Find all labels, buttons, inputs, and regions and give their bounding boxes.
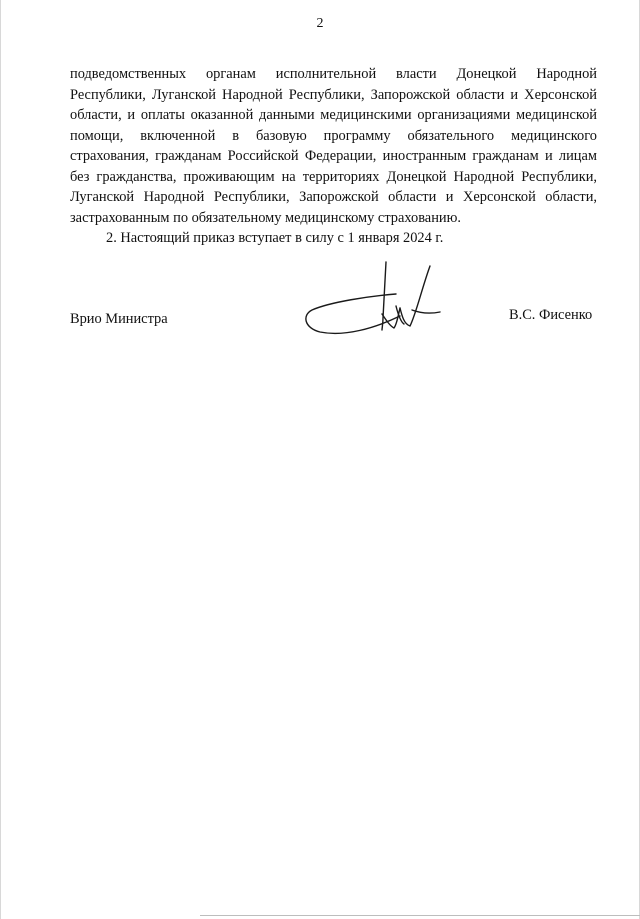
document-body xyxy=(70,64,597,249)
paragraph-1 xyxy=(70,64,597,228)
handwritten-signature xyxy=(300,258,445,343)
paragraph-1-line: области, и оплаты оказанной данными медицинскими организациями медицинской xyxy=(70,107,597,123)
signatory-position: Врио Министра xyxy=(70,311,168,327)
paragraph-1-line: застрахованным по обязательному медицинскому страхованию. xyxy=(70,209,461,226)
paragraph-2: 2. Настоящий приказ вступает в силу с 1 января 2024 г. xyxy=(106,230,444,246)
paragraph-1-line: страхования, гражданам Российской Федерации, иностранным гражданам и лицам xyxy=(70,148,597,164)
paragraph-1-line: Республики, Луганской Народной Республики, Запорожской области и Херсонской xyxy=(70,86,597,103)
paragraph-1-line: помощи, включенной в базовую программу обязательного медицинского xyxy=(70,127,597,144)
paragraph-1-line: без гражданства, проживающим на территориях Донецкой Народной Республики, xyxy=(70,168,597,185)
page-number: 2 xyxy=(316,16,324,31)
signatory-name: В.С. Фисенко xyxy=(509,307,593,323)
scan-bottom-edge xyxy=(200,915,640,919)
paragraph-1-line: подведомственных органам исполнительной власти Донецкой Народной xyxy=(70,66,597,82)
paragraph-1-line: Луганской Народной Республики, Запорожской области и Херсонской области, xyxy=(70,189,597,205)
scan-edge-left xyxy=(0,0,1,919)
